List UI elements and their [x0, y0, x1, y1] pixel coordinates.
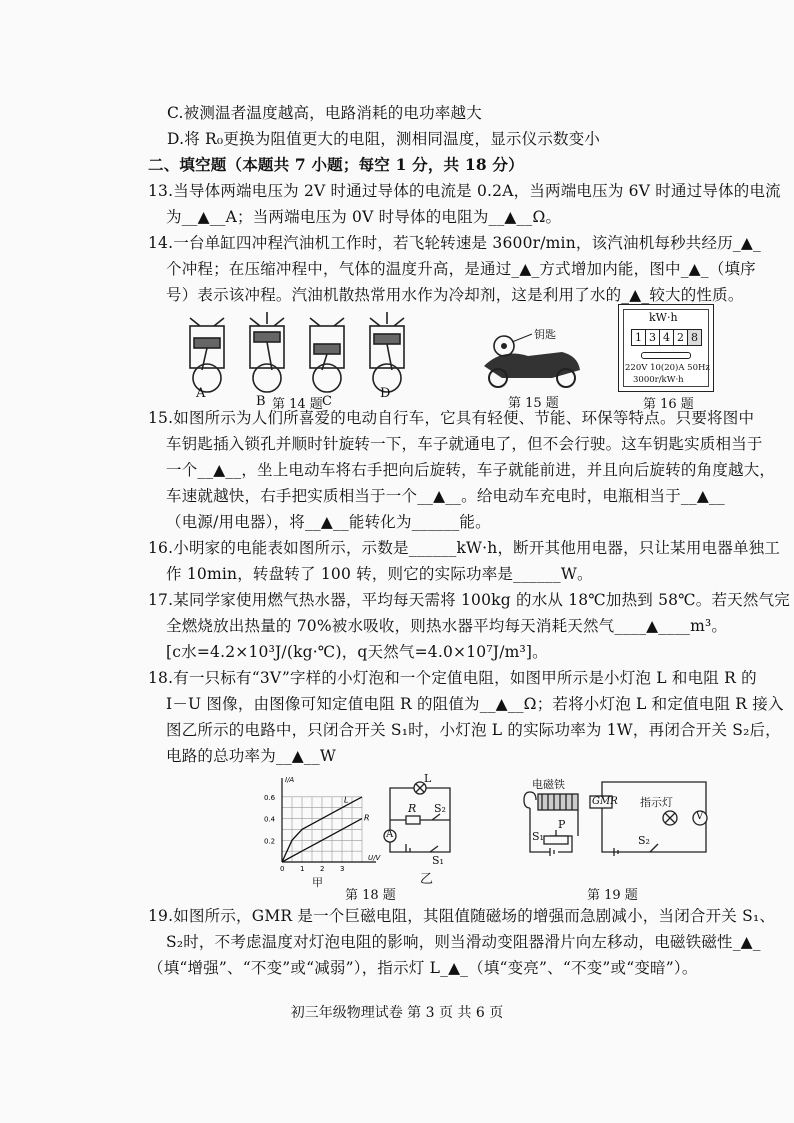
meter-disc: [641, 352, 691, 359]
q15-line2: 车钥匙插入锁孔并顺时针旋转一下，车子就通电了，但不会行驶。这车钥匙实质相当于: [166, 435, 763, 453]
section-heading: 二、填空题（本题共 7 小题；每空 1 分，共 18 分）: [148, 155, 524, 174]
y-axis-label: I/A: [285, 776, 295, 784]
q16-line1: 16.小明家的电能表如图所示，示数是______kW·h，断开其他用电器，只让某用电器单独工: [148, 539, 781, 557]
meter-digit: 3: [646, 330, 660, 345]
engine-b: [250, 312, 284, 392]
engine-c: [310, 318, 344, 392]
figure-18-circuit: [380, 772, 460, 867]
label-c: C: [322, 394, 332, 409]
figure-16-meter: [618, 304, 714, 392]
caption-15: 第 15 题: [508, 396, 559, 411]
meter-digit: 8: [688, 330, 701, 345]
x-tick-label: 0: [280, 865, 285, 873]
caption-18: 第 18 题: [345, 888, 396, 903]
q15-line3: 一个__▲__，坐上电动车将右手把向后旋转，车子就能前进，并且向后旋转的角度越大，: [166, 461, 776, 479]
page-footer: 初三年级物理试卷 第 3 页 共 6 页: [290, 1005, 504, 1021]
key-label: 钥匙: [534, 328, 556, 341]
q13-line1: 13.当导体两端电压为 2V 时通过导体的电流是 0.2A，当两端电压为 6V 时通过导体的电流: [148, 182, 781, 200]
y-tick-label: 0.2: [264, 837, 276, 846]
q14-line2: 个冲程；在压缩冲程中，气体的温度升高，是通过_▲_方式增加内能，图中_▲_（填序: [166, 260, 756, 278]
label-a: A: [196, 386, 206, 401]
q18-line4: 电路的总功率为__▲__W: [166, 747, 336, 765]
caption-14: 第 14 题: [272, 397, 323, 412]
q18-line1: 18.有一只标有“3V”字样的小灯泡和一个定值电阻，如图甲所示是小灯泡 L 和电阻 R 的: [148, 669, 757, 687]
x-axis-label: U/V: [368, 854, 381, 862]
q14-line1: 14.一台单缸四冲程汽油机工作时，若飞轮转速是 3600r/min，该汽油机每秒共经历_▲_: [148, 234, 761, 252]
label-b: B: [256, 394, 266, 409]
figure-18-graph: [262, 772, 386, 878]
q19-line1: 19.如图所示，GMR 是一个巨磁电阻，其阻值随磁场的增强而急剧减小，当闭合开关 S₁、: [148, 907, 776, 925]
q18-line3: 图乙所示的电路中，只闭合开关 S₁时，小灯泡 L 的实际功率为 1W，再闭合开关 S₂后，: [166, 721, 781, 739]
q15-line5: （电源/用电器），将__▲__能转化为______能。: [166, 513, 491, 531]
caption-19: 第 19 题: [587, 888, 638, 903]
q14-line3: 号）表示该冲程。汽油机散热常用水作为冷却剂，这是利用了水的_▲_较大的性质。: [166, 286, 744, 304]
label-d: D: [380, 386, 391, 401]
meter-title: kW·h: [649, 311, 678, 324]
label-jia: 甲: [312, 876, 323, 889]
switch-s1: S₁: [432, 854, 444, 867]
label-s1: S₁: [532, 830, 544, 843]
iu-chart: [262, 772, 386, 878]
option-d: D.将 R₀更换为阻值更大的电阻，测相同温度，显示仪示数变小: [167, 130, 601, 148]
label-voltmeter: V: [696, 811, 704, 822]
curve-l-label: L: [344, 795, 349, 805]
resistor-r: R: [408, 802, 417, 815]
q16-line2: 作 10min，转盘转了 100 转，则它的实际功率是______W。: [166, 565, 593, 583]
q19-line2: S₂时，不考虑温度对灯泡电阻的影响，则当滑动变阻器滑片向左移动，电磁铁磁性_▲_: [166, 933, 761, 951]
meter-digit: 2: [674, 330, 688, 345]
q19-line3: （填“增强”、“不变”或“减弱”），指示灯 L_▲_（填“变亮”、“不变”或“变暗”）。: [148, 959, 698, 977]
ammeter-a: A: [386, 829, 394, 840]
engine-a: [190, 318, 224, 392]
x-tick-label: 2: [320, 865, 325, 873]
lamp-l: L: [424, 772, 432, 785]
q15-line4: 车速就越快，右手把实质相当于一个__▲__。给电动车充电时，电瓶相当于__▲__: [166, 487, 725, 505]
q17-line1: 17.某同学家使用燃气热水器，平均每天需将 100kg 的水从 18℃加热到 58℃。若天然气完: [148, 591, 790, 609]
q18-line2: I－U 图像，由图像可知定值电阻 R 的阻值为__▲__Ω；若将小灯泡 L 和定值电阻 R 接入: [166, 695, 784, 713]
curve-r-label: R: [364, 813, 370, 823]
q17-line2: 全燃烧放出热量的 70%被水吸收，则热水器平均每天消耗天然气____▲____m³。: [166, 617, 728, 635]
meter-digit: 4: [660, 330, 674, 345]
label-electromagnet: 电磁铁: [532, 778, 565, 791]
option-c: C.被测温者温度越高，电路消耗的电功率越大: [167, 104, 482, 122]
switch-s2: S₂: [434, 802, 446, 815]
engine-d: [370, 312, 404, 392]
label-gmr: GMR: [592, 796, 618, 807]
figure-15: [482, 326, 582, 390]
q13-line2: 为__▲__A；当两端电压为 0V 时导体的电阻为__▲__Ω。: [166, 208, 562, 226]
x-tick-label: 1: [300, 865, 305, 873]
label-s2: S₂: [638, 834, 650, 847]
meter-spec: 220V 10(20)A 50Hz: [625, 363, 710, 373]
q17-line3: [c水=4.2×10³J/(kg·℃)，q天然气=4.0×10⁷J/m³]。: [166, 643, 548, 661]
figure-19: [510, 772, 715, 864]
y-tick-label: 0.6: [264, 793, 276, 802]
meter-digit: 1: [632, 330, 646, 345]
x-tick-label: 3: [340, 865, 345, 873]
meter-rev: 3000r/kW·h: [633, 375, 684, 385]
label-p: P: [558, 818, 566, 831]
label-indicator-lamp: 指示灯: [640, 796, 673, 809]
caption-16: 第 16 题: [643, 397, 694, 412]
q15-line1: 15.如图所示为人们所喜爱的电动自行车，它具有轻便、节能、环保等特点。只要将图中: [148, 409, 755, 427]
label-yi: 乙: [420, 872, 434, 887]
y-tick-label: 0.4: [264, 815, 276, 824]
